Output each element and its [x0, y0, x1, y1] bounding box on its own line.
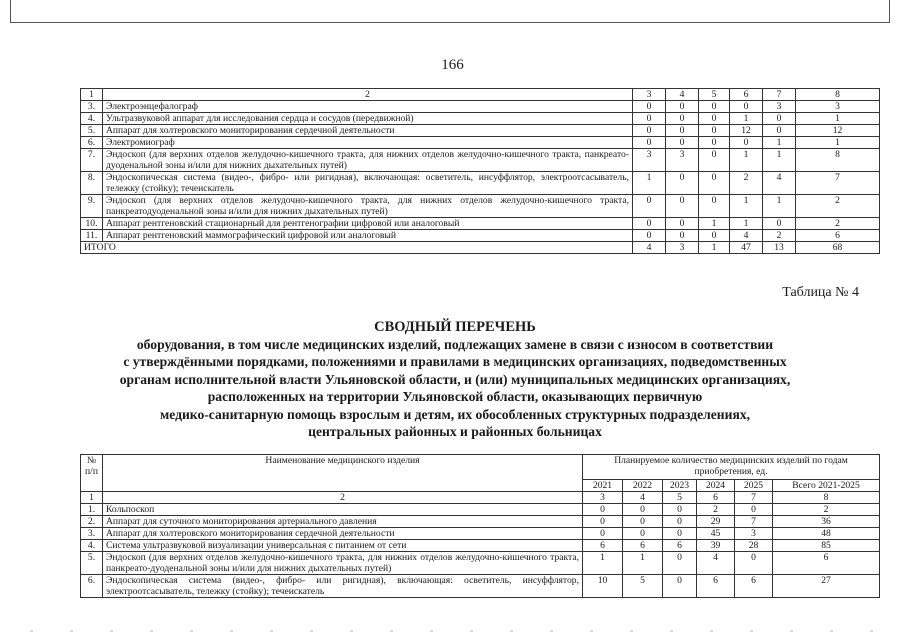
total-value: 1: [699, 242, 730, 254]
row-value: 0: [663, 575, 697, 598]
column-number: 6: [697, 492, 735, 504]
table-row: [81, 113, 880, 125]
row-value: 0: [666, 101, 699, 113]
row-value: 0: [666, 172, 699, 195]
row-value: 0: [730, 101, 763, 113]
row-number: 1.: [81, 504, 103, 516]
heading-line: медико-санитарную помощь взрослым и детям, их обособленных структурных подразделениях,: [159, 406, 751, 422]
column-number: 5: [699, 89, 730, 101]
row-item-name: Эндоскопическая система (видео-, фибро- или ригидная), включающая: осветитель, инсуффлятор, электроотсасыватель, тележку (стойку); течеискатель: [103, 172, 633, 195]
table-row: [81, 528, 880, 540]
total-row: [81, 242, 880, 254]
row-item-name: Кольпоскоп: [103, 504, 583, 516]
row-value: 28: [735, 540, 773, 552]
row-value: 3: [666, 149, 699, 172]
table-row: [81, 195, 880, 218]
row-value: 0: [666, 125, 699, 137]
row-value: 2: [763, 230, 796, 242]
row-value: 1: [633, 172, 666, 195]
row-value: 1: [583, 552, 623, 575]
row-value: 12: [730, 125, 763, 137]
row-item-name: Эндоскоп (для верхних отделов желудочно-кишечного тракта, для нижних отделов желудочно-кишечного тракта, панкреато-дуоденальной зоны и/или для нижних дыхательных путей): [103, 149, 633, 172]
total-label: ИТОГО: [81, 242, 633, 254]
row-value: 45: [697, 528, 735, 540]
column-number: 1: [81, 89, 103, 101]
table-row: [81, 552, 880, 575]
row-value: 0: [763, 113, 796, 125]
row-number: 5.: [81, 125, 103, 137]
row-number: 10.: [81, 218, 103, 230]
row-value: 1: [730, 113, 763, 125]
row-value: 1: [730, 149, 763, 172]
column-number: 2: [103, 89, 633, 101]
row-number: 3.: [81, 101, 103, 113]
total-value: 13: [763, 242, 796, 254]
total-value: 3: [666, 242, 699, 254]
page-number: 166: [441, 57, 464, 73]
row-number: 3.: [81, 528, 103, 540]
row-value: 0: [623, 516, 663, 528]
row-value: 4: [763, 172, 796, 195]
row-value: 0: [633, 195, 666, 218]
table-row: [81, 125, 880, 137]
header-year: Всего 2021-2025: [773, 480, 880, 492]
table-row: [81, 172, 880, 195]
header-year: 2025: [735, 480, 773, 492]
row-value: 0: [666, 230, 699, 242]
row-value: 27: [773, 575, 880, 598]
row-value: 0: [663, 528, 697, 540]
equipment-table-continued: [80, 88, 880, 254]
row-value: 0: [699, 137, 730, 149]
header-year: 2021: [583, 480, 623, 492]
column-number: 2: [103, 492, 583, 504]
row-value: 7: [796, 172, 880, 195]
row-value: 0: [735, 504, 773, 516]
row-value: 0: [583, 504, 623, 516]
column-number: 3: [633, 89, 666, 101]
row-value: 48: [773, 528, 880, 540]
header-num-col: № п/п: [81, 455, 103, 492]
row-item-name: Аппарат рентгеновский маммографический цифровой или аналоговый: [103, 230, 633, 242]
row-number: 6.: [81, 137, 103, 149]
row-value: 6: [583, 540, 623, 552]
row-value: 2: [773, 504, 880, 516]
row-value: 2: [796, 195, 880, 218]
row-value: 0: [583, 516, 623, 528]
row-item-name: Аппарат для холтеровского мониторирования сердечной деятельности: [103, 125, 633, 137]
row-value: 0: [633, 113, 666, 125]
heading-line: расположенных на территории Ульяновской области, оказывающих первичную: [207, 389, 703, 405]
row-value: 8: [796, 149, 880, 172]
column-number: 8: [796, 89, 880, 101]
header-year: 2022: [623, 480, 663, 492]
column-number-row: [81, 89, 880, 101]
table-row: [81, 137, 880, 149]
row-value: 0: [666, 195, 699, 218]
table-label: Таблица № 4: [782, 285, 859, 300]
row-value: 12: [796, 125, 880, 137]
row-item-name: Аппарат для холтеровского мониторирования сердечной деятельности: [103, 528, 583, 540]
row-value: 1: [623, 552, 663, 575]
summary-heading: [40, 318, 870, 440]
row-value: 3: [633, 149, 666, 172]
column-number-row: [81, 492, 880, 504]
row-item-name: Аппарат для суточного мониторирования артериального давления: [103, 516, 583, 528]
row-value: 0: [735, 552, 773, 575]
row-value: 7: [735, 516, 773, 528]
row-number: 4.: [81, 113, 103, 125]
heading-line: центральных районных и районных больницах: [308, 424, 602, 440]
row-value: 6: [796, 230, 880, 242]
row-value: 0: [699, 195, 730, 218]
table-header-row: [81, 455, 880, 480]
row-value: 6: [623, 540, 663, 552]
heading-line: оборудования, в том числе медицинских изделий, подлежащих замене в связи с износом в соответствии: [136, 337, 774, 352]
row-value: 1: [796, 137, 880, 149]
row-value: 1: [763, 137, 796, 149]
table-row: [81, 504, 880, 516]
row-value: 6: [697, 575, 735, 598]
row-value: 29: [697, 516, 735, 528]
row-item-name: Эндоскопическая система (видео-, фибро- или ригидная), включающая: осветитель, инсуффлятор, электроотсасыватель, тележку (стойку); течеискатель: [103, 575, 583, 598]
row-value: 0: [730, 137, 763, 149]
header-year: 2023: [663, 480, 697, 492]
column-number: 4: [623, 492, 663, 504]
row-value: 10: [583, 575, 623, 598]
row-value: 0: [699, 172, 730, 195]
row-value: 36: [773, 516, 880, 528]
column-number: 7: [763, 89, 796, 101]
column-number: 4: [666, 89, 699, 101]
scan-noise: [30, 630, 890, 632]
row-value: 0: [663, 504, 697, 516]
row-value: 0: [699, 230, 730, 242]
row-value: 0: [666, 113, 699, 125]
row-value: 0: [663, 516, 697, 528]
row-value: 0: [633, 125, 666, 137]
table-row: [81, 575, 880, 598]
row-value: 5: [623, 575, 663, 598]
row-value: 0: [699, 113, 730, 125]
row-number: 9.: [81, 195, 103, 218]
table-row: [81, 218, 880, 230]
row-value: 39: [697, 540, 735, 552]
row-value: 1: [730, 195, 763, 218]
row-item-name: Система ультразвуковой визуализации универсальная с питанием от сети: [103, 540, 583, 552]
row-value: 0: [633, 230, 666, 242]
column-number: 6: [730, 89, 763, 101]
row-value: 3: [796, 101, 880, 113]
column-number: 1: [81, 492, 103, 504]
row-value: 0: [763, 218, 796, 230]
table-row: [81, 101, 880, 113]
row-value: 0: [633, 218, 666, 230]
row-number: 5.: [81, 552, 103, 575]
row-number: 6.: [81, 575, 103, 598]
row-value: 2: [697, 504, 735, 516]
row-number: 4.: [81, 540, 103, 552]
row-number: 7.: [81, 149, 103, 172]
header-year: 2024: [697, 480, 735, 492]
row-value: 0: [623, 504, 663, 516]
row-value: 1: [699, 218, 730, 230]
row-value: 0: [623, 528, 663, 540]
row-value: 4: [697, 552, 735, 575]
row-value: 2: [730, 172, 763, 195]
row-item-name: Эндоскоп (для верхних отделов желудочно-кишечного тракта, для нижних отделов желудочно-кишечного тракта, панкреато-дуоденальной зоны и/или для нижних дыхательных путей): [103, 552, 583, 575]
heading-line: органам исполнительной власти Ульяновской области, и (или) муниципальных медицинских организациях,: [119, 371, 791, 387]
row-value: 2: [796, 218, 880, 230]
row-value: 6: [773, 552, 880, 575]
table-row: [81, 540, 880, 552]
summary-equipment-table: [80, 454, 880, 598]
row-value: 3: [763, 101, 796, 113]
row-value: 0: [763, 125, 796, 137]
table-row: [81, 230, 880, 242]
row-value: 0: [663, 552, 697, 575]
header-planned: Планируемое количество медицинских изделий по годам приобретения, ед.: [583, 455, 880, 480]
total-value: 4: [633, 242, 666, 254]
column-number: 5: [663, 492, 697, 504]
header-name-col: Наименование медицинского изделия: [103, 455, 583, 492]
row-value: 1: [730, 218, 763, 230]
row-value: 6: [735, 575, 773, 598]
row-item-name: Электромиограф: [103, 137, 633, 149]
row-value: 0: [633, 137, 666, 149]
row-value: 0: [699, 101, 730, 113]
row-value: 1: [763, 149, 796, 172]
row-value: 0: [699, 125, 730, 137]
row-value: 6: [663, 540, 697, 552]
row-value: 0: [699, 149, 730, 172]
row-item-name: Ультразвуковой аппарат для исследования сердца и сосудов (передвижной): [103, 113, 633, 125]
previous-page-frame: [10, 0, 890, 23]
row-item-name: Аппарат рентгеновский стационарный для рентгенографии цифровой или аналоговый: [103, 218, 633, 230]
row-value: 4: [730, 230, 763, 242]
row-value: 1: [763, 195, 796, 218]
row-value: 85: [773, 540, 880, 552]
column-number: 7: [735, 492, 773, 504]
row-item-name: Эндоскоп (для верхних отделов желудочно-кишечного тракта, для нижних отделов желудочно-кишечного тракта, панкреатодуоденальной зоны и/или для нижних дыхательных путей): [103, 195, 633, 218]
row-value: 3: [735, 528, 773, 540]
row-number: 8.: [81, 172, 103, 195]
table-row: [81, 149, 880, 172]
table-row: [81, 516, 880, 528]
row-value: 1: [796, 113, 880, 125]
row-number: 2.: [81, 516, 103, 528]
row-value: 0: [583, 528, 623, 540]
column-number: 8: [773, 492, 880, 504]
column-number: 3: [583, 492, 623, 504]
row-value: 0: [666, 218, 699, 230]
total-value: 47: [730, 242, 763, 254]
row-item-name: Электроэнцефалограф: [103, 101, 633, 113]
row-number: 11.: [81, 230, 103, 242]
heading-line: с утверждёнными порядками, положениями и правилами в медицинских организациях, подведомственных: [123, 354, 787, 370]
total-value: 68: [796, 242, 880, 254]
row-value: 0: [633, 101, 666, 113]
heading-title: СВОДНЫЙ ПЕРЕЧЕНЬ: [374, 319, 536, 335]
row-value: 0: [666, 137, 699, 149]
